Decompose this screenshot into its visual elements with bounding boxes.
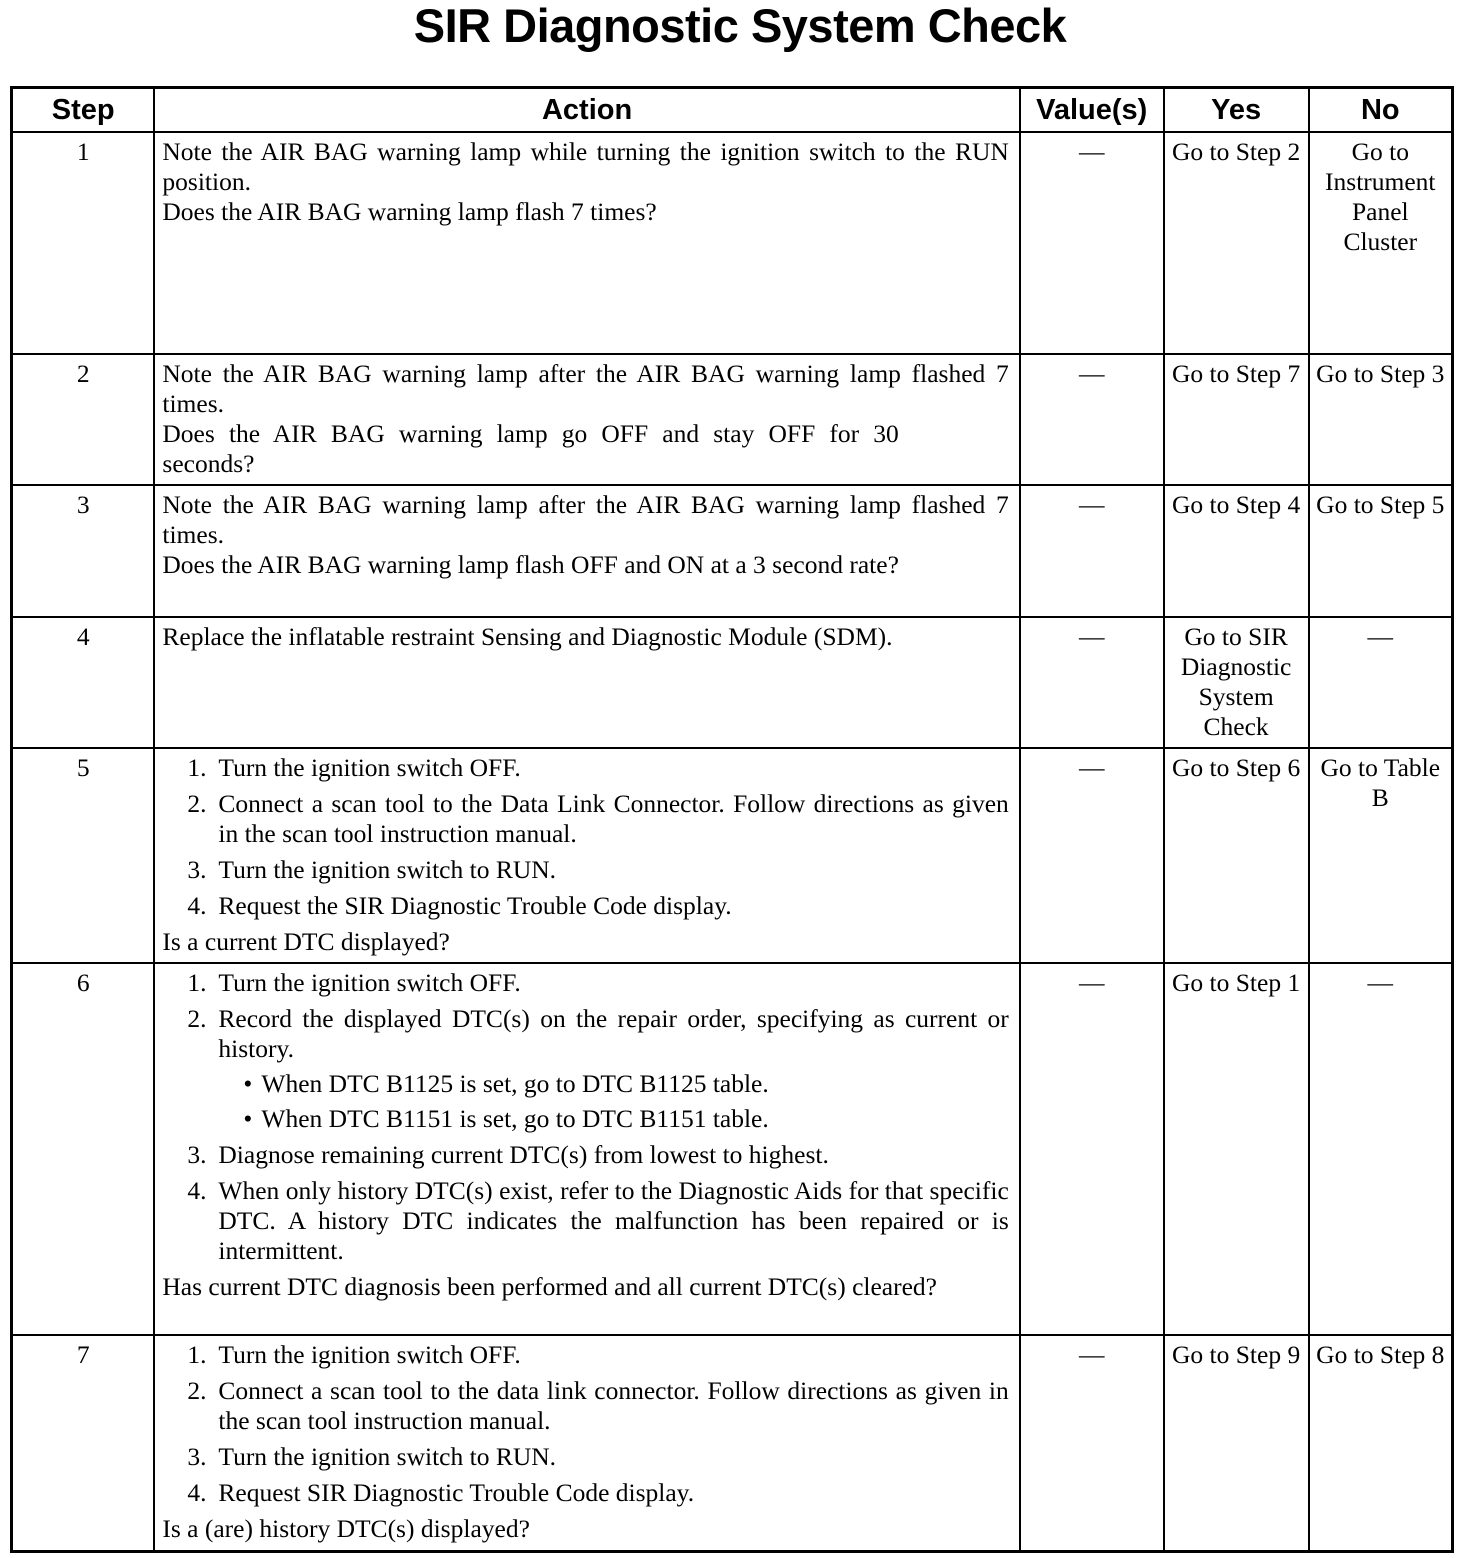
value-cell	[1020, 132, 1164, 354]
yes-cell	[1164, 132, 1309, 354]
list-item	[187, 789, 1009, 849]
item-number: 1.	[187, 968, 207, 997]
item-number: 4.	[187, 1478, 207, 1507]
item-text: Request the SIR Diagnostic Trouble Code display.	[218, 891, 732, 920]
list-item	[187, 1140, 1008, 1170]
value-text: —	[1078, 968, 1105, 997]
item-text: Connect a scan tool to the Data Link Connector. Follow directions as given in the scan tool instruction manual.	[218, 789, 1009, 848]
action-text: Note the AIR BAG warning lamp after the AIR BAG warning lamp flashed 7 times.	[162, 490, 1009, 549]
list-item	[187, 1004, 1009, 1134]
item-number: 1.	[187, 1340, 207, 1369]
bullet-text: When DTC B1125 is set, go to DTC B1125 table.	[261, 1069, 769, 1098]
no-cell	[1309, 963, 1453, 1335]
item-number: 2.	[187, 789, 207, 818]
item-text: Turn the ignition switch to RUN.	[218, 855, 557, 884]
no-cell	[1309, 1335, 1453, 1551]
value-cell	[1020, 963, 1164, 1335]
item-number: 4.	[187, 1176, 207, 1205]
item-number: 4.	[187, 891, 207, 920]
list-item	[187, 968, 1008, 998]
no-cell	[1309, 132, 1453, 354]
action-question: Is a (are) history DTC(s) displayed?	[162, 1514, 530, 1543]
bullet-item	[243, 1069, 1008, 1099]
step-number: 6	[76, 968, 90, 997]
item-text: Diagnose remaining current DTC(s) from lowest to highest.	[218, 1140, 829, 1169]
yes-cell	[1164, 963, 1309, 1335]
header-yes: Yes	[1164, 88, 1309, 133]
step-number-cell	[12, 748, 155, 963]
yes-cell	[1164, 617, 1309, 748]
step-number: 3	[76, 490, 90, 519]
no-cell	[1309, 354, 1453, 485]
item-number: 1.	[187, 753, 207, 782]
action-text: Note the AIR BAG warning lamp after the AIR BAG warning lamp flashed 7 times.	[162, 359, 1009, 418]
table-row	[12, 132, 1453, 354]
value-cell	[1020, 1335, 1164, 1551]
step-number: 5	[76, 753, 90, 782]
yes-cell	[1164, 748, 1309, 963]
item-number: 2.	[187, 1004, 207, 1033]
step-number-cell	[12, 354, 155, 485]
bullet-item	[243, 1104, 1008, 1134]
value-text: —	[1078, 622, 1105, 651]
step-number-cell	[12, 485, 155, 617]
list-item	[187, 1478, 1008, 1508]
step-number-cell	[12, 1335, 155, 1551]
value-cell	[1020, 748, 1164, 963]
action-cell	[154, 485, 1019, 617]
item-text: When only history DTC(s) exist, refer to the Diagnostic Aids for that specific DTC. A history DTC indicates the malfunction has been repaired or is intermittent.	[218, 1176, 1009, 1265]
yes-text: Go to Step 9	[1172, 1340, 1301, 1369]
step-number-cell	[12, 963, 155, 1335]
yes-text: Go to Step 7	[1172, 359, 1301, 388]
step-number: 2	[76, 359, 90, 388]
table-row	[12, 748, 1453, 963]
action-cell	[154, 132, 1019, 354]
table-row	[12, 1335, 1453, 1551]
item-text: Turn the ignition switch to RUN.	[218, 1442, 557, 1471]
diagnostic-table	[10, 86, 1454, 1553]
list-item	[187, 1340, 1008, 1370]
bullet-icon: •	[243, 1069, 253, 1098]
item-text: Turn the ignition switch OFF.	[218, 968, 521, 997]
no-text: —	[1367, 622, 1394, 651]
yes-cell	[1164, 354, 1309, 485]
header-step: Step	[12, 88, 155, 133]
header-values: Value(s)	[1020, 88, 1164, 133]
step-number: 4	[76, 622, 90, 651]
action-steps-list	[162, 1340, 1008, 1508]
action-cell	[154, 748, 1019, 963]
list-item	[187, 855, 1008, 885]
item-text: Record the displayed DTC(s) on the repair order, specifying as current or history.	[218, 1004, 1009, 1063]
header-action: Action	[154, 88, 1019, 133]
no-text: Go to Step 3	[1316, 359, 1445, 388]
list-item	[187, 753, 1008, 783]
header-row	[12, 88, 1453, 133]
yes-cell	[1164, 1335, 1309, 1551]
value-text: —	[1078, 1340, 1105, 1369]
bullet-icon: •	[243, 1104, 253, 1133]
no-cell	[1309, 748, 1453, 963]
yes-text: Go to Step 6	[1172, 753, 1301, 782]
item-text: Connect a scan tool to the data link connector. Follow directions as given in the scan tool instruction manual.	[218, 1376, 1009, 1435]
action-text: Note the AIR BAG warning lamp while turning the ignition switch to the RUN position.	[162, 137, 1009, 196]
no-text: Go to Table B	[1320, 753, 1441, 812]
action-cell	[154, 617, 1019, 748]
yes-text: Go to Step 2	[1172, 137, 1301, 166]
yes-cell	[1164, 485, 1309, 617]
action-question: Does the AIR BAG warning lamp flash OFF and ON at a 3 second rate?	[162, 550, 899, 579]
bullet-list	[218, 1069, 1008, 1134]
action-question: Has current DTC diagnosis been performed and all current DTC(s) cleared?	[162, 1272, 938, 1301]
step-number: 1	[76, 137, 90, 166]
action-text: Replace the inflatable restraint Sensing and Diagnostic Module (SDM).	[162, 622, 893, 651]
action-question: Does the AIR BAG warning lamp go OFF and stay OFF for 30 seconds?	[162, 419, 899, 478]
no-cell	[1309, 617, 1453, 748]
no-text: —	[1367, 968, 1394, 997]
value-text: —	[1078, 137, 1105, 166]
table-row	[12, 617, 1453, 748]
table-row	[12, 963, 1453, 1335]
list-item	[187, 1176, 1009, 1266]
item-number: 3.	[187, 1442, 207, 1471]
action-question: Is a current DTC displayed?	[162, 927, 450, 956]
yes-text: Go to Step 4	[1172, 490, 1301, 519]
no-text: Go to Instrument Panel Cluster	[1325, 137, 1436, 256]
item-text: Turn the ignition switch OFF.	[218, 1340, 521, 1369]
step-number-cell	[12, 132, 155, 354]
item-number: 3.	[187, 1140, 207, 1169]
action-cell	[154, 354, 1019, 485]
list-item	[187, 891, 1008, 921]
value-text: —	[1078, 490, 1105, 519]
value-cell	[1020, 354, 1164, 485]
list-item	[187, 1442, 1008, 1472]
value-cell	[1020, 485, 1164, 617]
no-cell	[1309, 485, 1453, 617]
item-number: 2.	[187, 1376, 207, 1405]
item-text: Turn the ignition switch OFF.	[218, 753, 521, 782]
action-question: Does the AIR BAG warning lamp flash 7 times?	[162, 197, 657, 226]
value-text: —	[1078, 753, 1105, 782]
no-text: Go to Step 8	[1316, 1340, 1445, 1369]
value-cell	[1020, 617, 1164, 748]
value-text: —	[1078, 359, 1105, 388]
yes-text: Go to SIR Diagnostic System Check	[1180, 622, 1292, 741]
step-number-cell	[12, 617, 155, 748]
action-cell	[154, 963, 1019, 1335]
list-item	[187, 1376, 1009, 1436]
action-steps-list	[162, 753, 1008, 921]
bullet-text: When DTC B1151 is set, go to DTC B1151 table.	[261, 1104, 769, 1133]
action-steps-list	[162, 968, 1008, 1266]
table-row	[12, 354, 1453, 485]
no-text: Go to Step 5	[1316, 490, 1445, 519]
page-title: SIR Diagnostic System Check	[413, 0, 1067, 52]
header-no: No	[1309, 88, 1453, 133]
step-number: 7	[76, 1340, 90, 1369]
item-text: Request SIR Diagnostic Trouble Code display.	[218, 1478, 695, 1507]
table-row	[12, 485, 1453, 617]
action-cell	[154, 1335, 1019, 1551]
yes-text: Go to Step 1	[1172, 968, 1301, 997]
item-number: 3.	[187, 855, 207, 884]
